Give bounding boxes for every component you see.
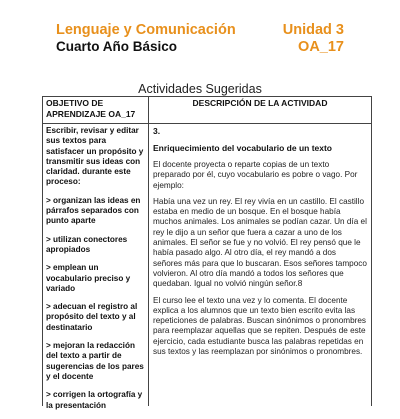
activity-cell <box>153 126 367 363</box>
objective-item: > corrigen la ortografía y la presentación <box>46 390 143 410</box>
activity-paragraph: El docente proyecta o reparte copias de un texto preparado por él, cuyo vocabulario es pobre o vago. Por ejemplo: <box>153 160 358 190</box>
objective-item: > organizan las ideas en párrafos separados con punto aparte <box>46 195 141 226</box>
table-border-top <box>42 96 372 97</box>
activity-title: Enriquecimiento del vocabulario de un texto <box>153 143 333 153</box>
page-header <box>56 22 344 56</box>
objective-intro: Escribir, revisar y editar sus textos para satisfacer un propósito y transmitir sus ideas con claridad. durante este proceso: <box>46 126 144 187</box>
table-border-right <box>371 96 372 406</box>
objective-column-header: OBJETIVO DE APRENDIZAJE OA_17 <box>46 98 136 119</box>
objective-item: > adecuan el registro al propósito del texto y al destinatario <box>46 302 138 332</box>
objective-item: > mejoran la redacción del texto a partir de sugerencias de los pares y el docente <box>46 341 144 381</box>
objective-item: > utilizan conectores apropiados <box>46 234 128 254</box>
objective-item: > emplean un vocabulario preciso y variado <box>46 263 131 293</box>
header-right <box>283 22 344 55</box>
table-column-divider <box>148 96 149 406</box>
section-title: Actividades Sugeridas <box>138 82 262 96</box>
activity-paragraph: El curso lee el texto una vez y lo comenta. El docente explica a los alumnos que un texto bien escrito evita las repeticiones de palabras. Buscan sinónimos o pronombres para reemplazar aquellas que se repiten. Después de este ejercicio, cada estudiante busca las palabras repetidas en sus textos y las reemplazan por sinónimos o pronombres. <box>153 295 366 357</box>
activity-number: 3. <box>153 126 161 136</box>
oa-code: OA_17 <box>298 39 344 55</box>
unit-label: Unidad 3 <box>282 22 344 38</box>
objectives-cell <box>46 126 146 419</box>
example-text-paragraph: Había una vez un rey. El rey vivía en un castillo. El castillo estaba en medio de un bosque. En el bosque había muchos animales. Los animales se podían cazar. Un día el rey le dijo a un señor que fuera a cazar a uno de los animales. El señor se fue y no volvió. El rey pensó que le había pasado algo. Al otro día, el rey mandó a dos señores más para que lo buscaran. Esos señores tampoco volvieron. Al otro día mandó a todos los señores que quedaban. Igual no volvió ningún señor.8 <box>153 196 367 289</box>
activity-column-header: DESCRIPCIÓN DE LA ACTIVIDAD <box>192 98 328 108</box>
table-border-left <box>42 96 43 406</box>
header-left <box>56 22 236 55</box>
activity-table <box>42 96 372 410</box>
subject-title: Lenguaje y Comunicación <box>56 22 236 38</box>
grade-level: Cuarto Año Básico <box>56 39 178 54</box>
table-header-divider <box>42 123 372 124</box>
